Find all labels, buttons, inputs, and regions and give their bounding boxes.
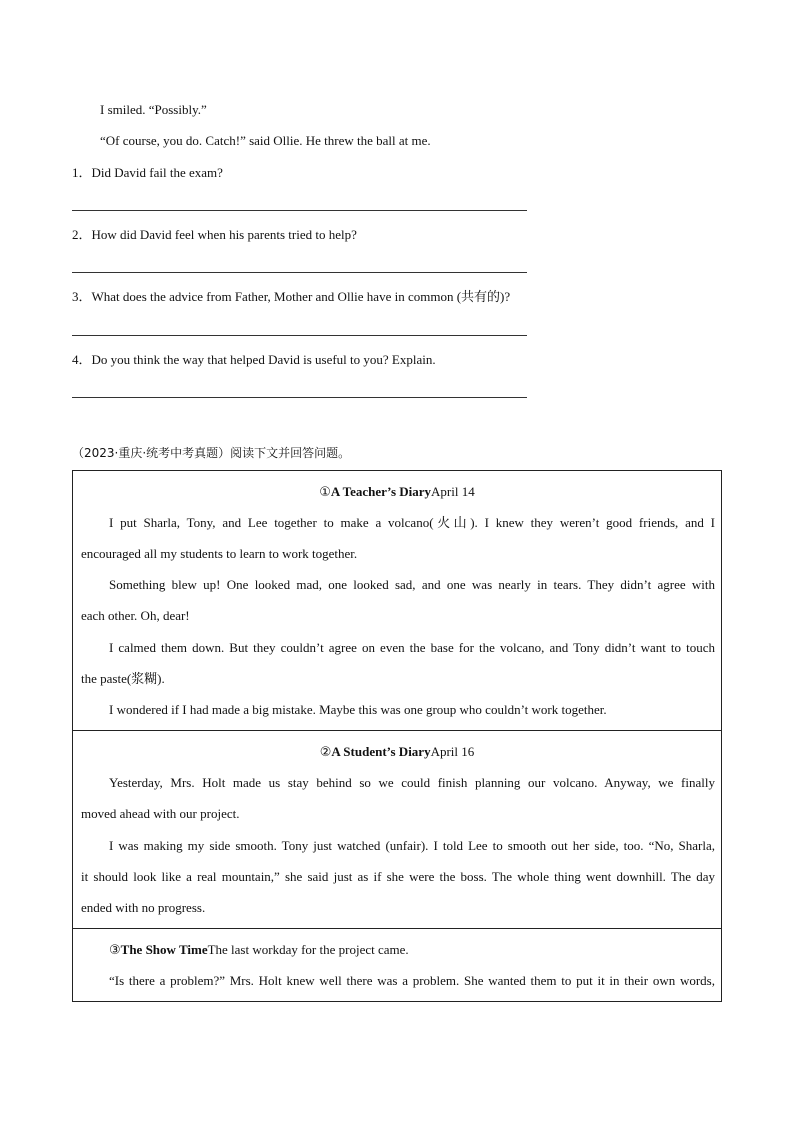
circled-two-marker: ② [319, 745, 332, 760]
question-number: 2． [72, 227, 92, 242]
question-1 [72, 165, 223, 181]
teacher-diary-box [72, 470, 722, 731]
answer-line-1[interactable] [72, 210, 527, 211]
show-time-heading [109, 942, 409, 959]
student-diary-date: April 16 [430, 744, 475, 759]
question-number: 4． [72, 352, 92, 367]
student-diary-heading [73, 744, 721, 761]
circled-three-marker: ③ [109, 943, 121, 958]
answer-line-3[interactable] [72, 335, 527, 336]
question-text: Do you think the way that helped David is useful to you? Explain. [91, 352, 436, 367]
question-text: How did David feel when his parents tried to help? [91, 227, 357, 242]
teacher-diary-line: each other. Oh, dear! [81, 608, 190, 623]
question-number: 1． [72, 165, 92, 180]
teacher-diary-line: I calmed them down. But they couldn’t agree on even the base for the volcano, and Tony didn’t want to touch [109, 640, 715, 655]
question-3 [72, 289, 510, 305]
teacher-diary-line: I wondered if I had made a big mistake. Maybe this was one group who couldn’t work together. [109, 702, 607, 717]
show-time-intro: The last workday for the project came. [207, 942, 409, 957]
teacher-diary-title: A Teacher’s Diary [330, 484, 432, 499]
question-text: Did David fail the exam? [91, 165, 223, 180]
question-number: 3． [72, 289, 92, 304]
student-diary-line: it should look like a real mountain,” she said just as if she were the boss. The whole thing went downhill. The day [81, 869, 715, 884]
story-line-2: “Of course, you do. Catch!” said Ollie. He threw the ball at me. [100, 133, 431, 148]
student-diary-line: ended with no progress. [81, 900, 206, 915]
teacher-diary-date: April 14 [431, 484, 475, 499]
question-text: What does the advice from Father, Mother and Ollie have in common (共有的)? [91, 289, 511, 304]
student-diary-title: A Student’s Diary [331, 744, 431, 759]
answer-line-4[interactable] [72, 397, 527, 398]
teacher-diary-line: Something blew up! One looked mad, one looked sad, and one was nearly in tears. They didn’t agree with [109, 577, 715, 592]
answer-line-2[interactable] [72, 272, 527, 273]
student-diary-line: I was making my side smooth. Tony just watched (unfair). I told Lee to smooth out her side, too. “No, Sharla, [109, 838, 715, 853]
question-4 [72, 352, 436, 368]
teacher-diary-line: the paste(浆糊). [81, 671, 165, 686]
show-time-line: “Is there a problem?” Mrs. Holt knew well there was a problem. She wanted them to put it in their own words, [109, 973, 715, 988]
student-diary-box [72, 730, 722, 929]
section-header: （2023·重庆·统考中考真题）阅读下文并回答问题。 [72, 446, 351, 460]
show-time-title: The Show Time [120, 942, 208, 957]
teacher-diary-heading [73, 484, 721, 501]
story-line-1: I smiled. “Possibly.” [100, 102, 207, 117]
teacher-diary-line: encouraged all my students to learn to work together. [81, 546, 358, 561]
student-diary-line: Yesterday, Mrs. Holt made us stay behind so we could finish planning our volcano. Anyway, we finally [109, 775, 715, 790]
teacher-diary-line: I put Sharla, Tony, and Lee together to make a volcano(火山). I knew they weren’t good friends, and I [109, 515, 715, 530]
student-diary-line: moved ahead with our project. [81, 806, 240, 821]
question-2 [72, 227, 357, 243]
show-time-box [72, 928, 722, 1002]
circled-one-marker: ① [319, 485, 331, 500]
